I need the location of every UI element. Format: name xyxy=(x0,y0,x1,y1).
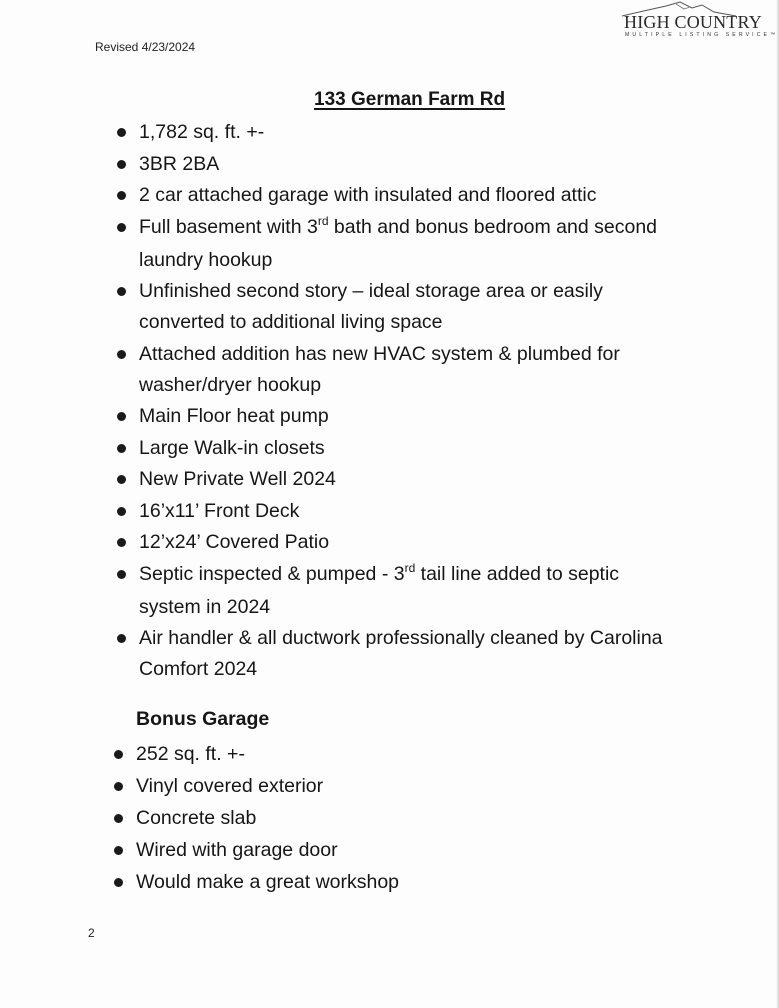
feature-item xyxy=(0,464,679,495)
feature-item xyxy=(0,149,679,180)
mls-logo xyxy=(618,0,779,42)
bonus-item-text: Concrete slab xyxy=(136,807,257,829)
feature-item xyxy=(0,117,679,148)
bullet-icon xyxy=(114,846,123,855)
feature-item xyxy=(0,276,679,338)
feature-item xyxy=(0,180,679,211)
bonus-item-text: Wired with garage door xyxy=(136,839,338,861)
property-title: 133 German Farm Rd xyxy=(314,89,506,110)
feature-text: Full basement with 3 xyxy=(139,215,318,238)
bullet-icon xyxy=(117,570,126,579)
bullet-icon xyxy=(117,128,126,137)
bonus-heading: Bonus Garage xyxy=(136,708,270,730)
bullet-icon xyxy=(117,191,126,200)
bonus-item xyxy=(0,771,676,802)
bullet-icon xyxy=(114,878,123,887)
bullet-icon xyxy=(117,507,126,516)
bullet-icon xyxy=(117,287,126,296)
bullet-icon xyxy=(114,750,123,759)
bonus-item-text: Would make a great workshop xyxy=(136,871,400,893)
feature-item xyxy=(0,433,679,464)
feature-item xyxy=(0,559,679,623)
bonus-item-text: 252 sq. ft. +- xyxy=(136,743,245,765)
feature-text: Unfinished second story – ideal storage area or easily converted to additional living space xyxy=(139,280,603,333)
feature-item xyxy=(0,496,679,527)
feature-text: 1,782 sq. ft. +- xyxy=(139,121,265,143)
revised-date: Revised 4/23/2024 xyxy=(95,40,196,54)
bullet-icon xyxy=(114,782,123,791)
feature-list xyxy=(0,117,779,686)
feature-text: 2 car attached garage with insulated and floored attic xyxy=(139,184,597,206)
bullet-icon xyxy=(117,412,126,421)
bullet-icon xyxy=(117,475,126,484)
logo-subtitle: MULTIPLE LISTING SERVICE™ xyxy=(625,32,779,38)
bonus-item-text: Vinyl covered exterior xyxy=(136,775,324,797)
bullet-icon xyxy=(117,350,126,359)
feature-text: 12’x24’ Covered Patio xyxy=(139,531,330,553)
feature-item xyxy=(0,527,679,558)
feature-text: 3BR 2BA xyxy=(139,152,220,175)
feature-text-continued: bath and bonus bedroom and second laundry hookup xyxy=(139,215,658,271)
feature-item xyxy=(0,401,679,432)
bonus-list xyxy=(0,739,779,899)
bonus-item xyxy=(0,739,676,770)
bullet-icon xyxy=(114,814,123,823)
page-number: 2 xyxy=(88,926,95,940)
feature-text: 16’x11’ Front Deck xyxy=(139,499,300,522)
bonus-item xyxy=(0,803,676,834)
bonus-item xyxy=(0,835,676,866)
feature-text: Septic inspected & pumped - 3 xyxy=(139,562,405,585)
bonus-item xyxy=(0,867,676,898)
feature-item xyxy=(0,623,679,685)
feature-text: New Private Well 2024 xyxy=(139,468,336,490)
feature-text: Attached addition has new HVAC system & plumbed for washer/dryer hookup xyxy=(139,342,620,396)
bullet-icon xyxy=(117,634,126,643)
bullet-icon xyxy=(117,538,126,547)
feature-text: Main Floor heat pump xyxy=(139,405,329,427)
bullet-icon xyxy=(117,223,126,232)
feature-text: Large Walk-in closets xyxy=(139,436,325,459)
feature-superscript: rd xyxy=(404,560,416,575)
feature-item xyxy=(0,339,679,401)
feature-superscript: rd xyxy=(317,213,329,228)
feature-item xyxy=(0,212,679,276)
feature-text-continued: tail line added to septic system in 2024 xyxy=(139,562,620,618)
logo-title: HIGH COUNTRY xyxy=(624,12,762,32)
bullet-icon xyxy=(117,444,126,453)
bullet-icon xyxy=(117,160,126,169)
feature-text: Air handler & all ductwork professionally cleaned by Carolina Comfort 2024 xyxy=(139,627,663,680)
